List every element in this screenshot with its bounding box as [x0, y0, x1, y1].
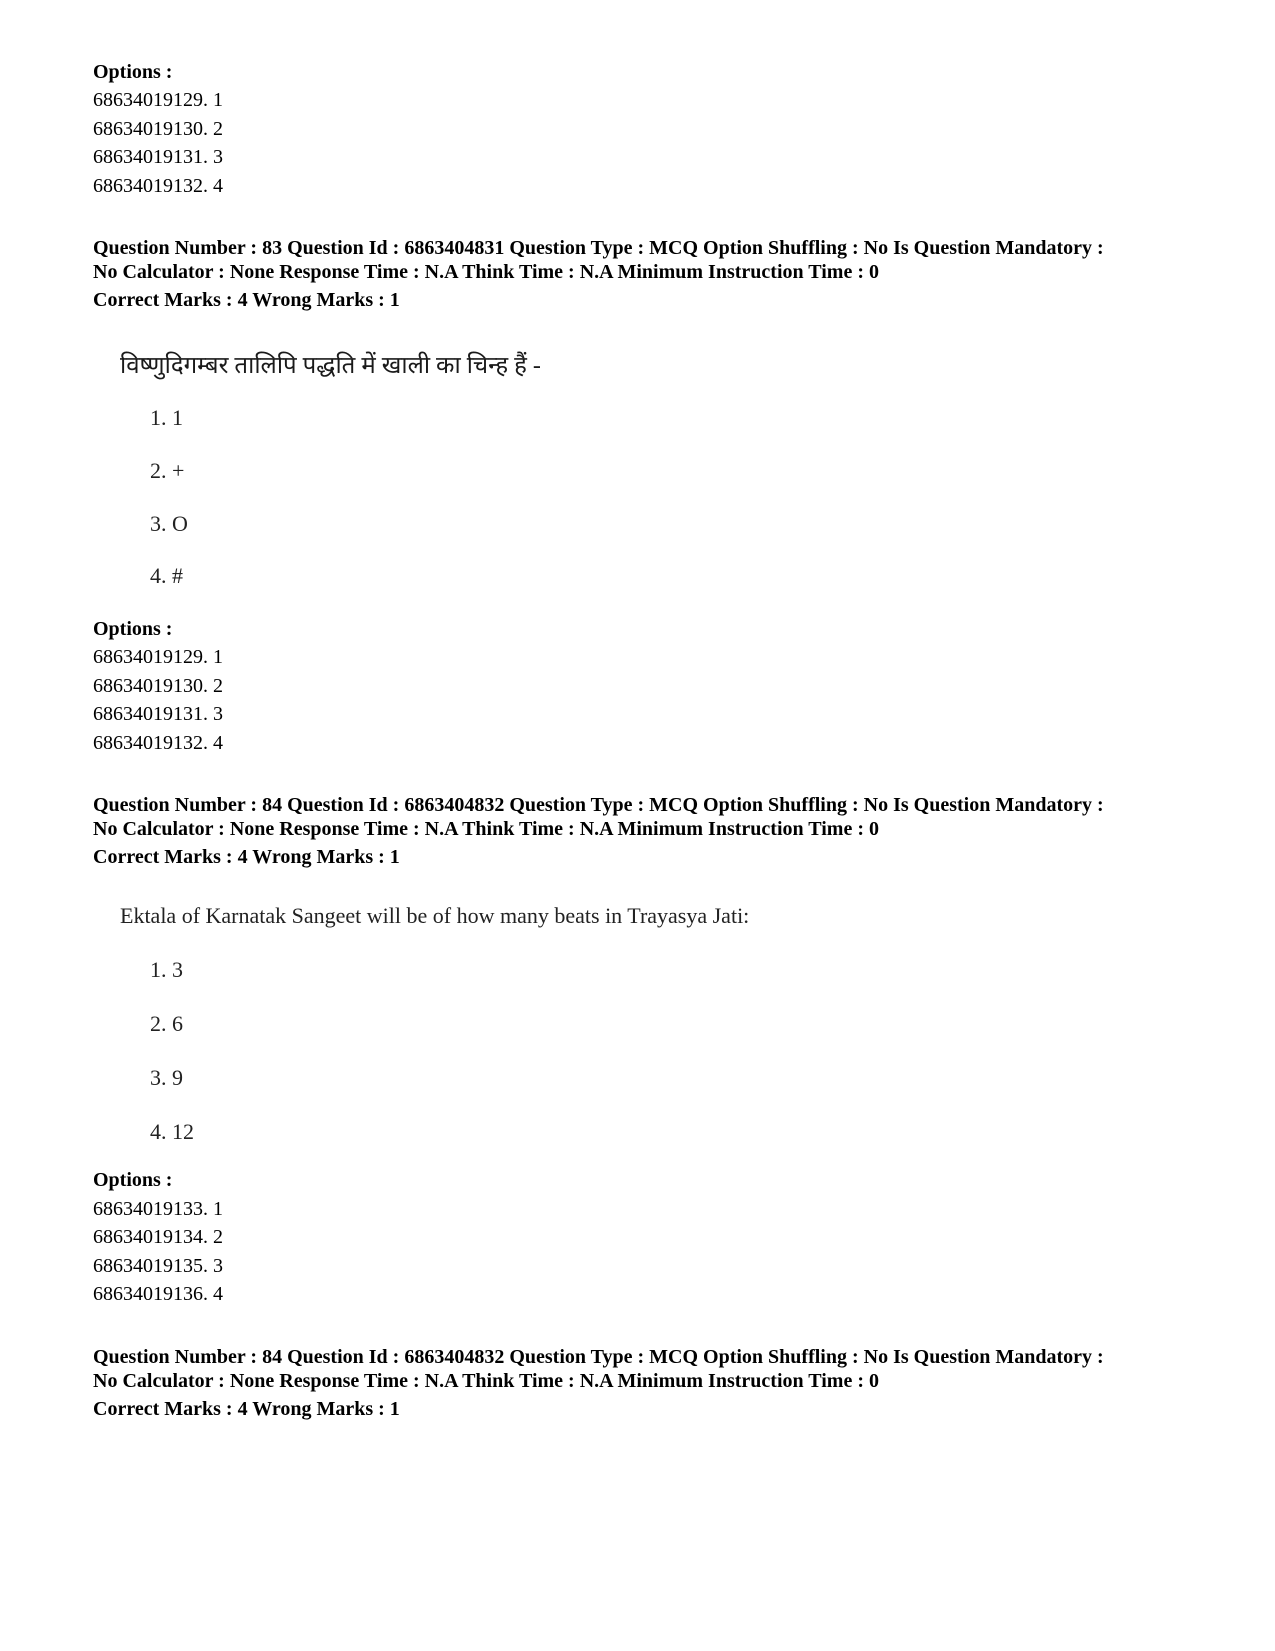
question-marks: Correct Marks : 4 Wrong Marks : 1: [93, 1398, 400, 1420]
question-meta-line: Question Number : 84 Question Id : 6863404832 Question Type : MCQ Option Shuffling : No Is Question Mandatory :: [93, 1346, 1104, 1368]
option-id: 68634019130. 2: [93, 675, 223, 697]
option-id: 68634019132. 4: [93, 732, 223, 754]
question-marks: Correct Marks : 4 Wrong Marks : 1: [93, 846, 400, 868]
question-meta-line: Question Number : 83 Question Id : 6863404831 Question Type : MCQ Option Shuffling : No Is Question Mandatory :: [93, 237, 1104, 259]
option-id: 68634019136. 4: [93, 1283, 223, 1305]
option-id: 68634019134. 2: [93, 1226, 223, 1248]
question-meta-line: No Calculator : None Response Time : N.A Think Time : N.A Minimum Instruction Time : 0: [93, 261, 879, 283]
options-label: Options :: [93, 1169, 173, 1191]
answer-choice: 4. #: [150, 563, 183, 588]
option-id: 68634019130. 2: [93, 118, 223, 140]
question-meta-line: No Calculator : None Response Time : N.A Think Time : N.A Minimum Instruction Time : 0: [93, 818, 879, 840]
option-id: 68634019133. 1: [93, 1198, 223, 1220]
answer-choice: 3. O: [150, 511, 188, 536]
question-text: विष्णुदिगम्बर तालिपि पद्धति में खाली का चिन्ह हैं -: [120, 353, 541, 379]
options-label: Options :: [93, 61, 173, 83]
options-label: Options :: [93, 618, 173, 640]
question-text: Ektala of Karnatak Sangeet will be of how many beats in Trayasya Jati:: [120, 903, 750, 928]
answer-choice: 1. 1: [150, 405, 183, 430]
option-id: 68634019132. 4: [93, 175, 223, 197]
question-marks: Correct Marks : 4 Wrong Marks : 1: [93, 289, 400, 311]
answer-choice: 2. 6: [150, 1011, 183, 1036]
answer-choice: 2. +: [150, 458, 185, 483]
answer-choice: 4. 12: [150, 1119, 194, 1144]
answer-choice: 1. 3: [150, 957, 183, 982]
question-meta-line: No Calculator : None Response Time : N.A Think Time : N.A Minimum Instruction Time : 0: [93, 1370, 879, 1392]
option-id: 68634019131. 3: [93, 703, 223, 725]
option-id: 68634019135. 3: [93, 1255, 223, 1277]
question-meta-83: [93, 236, 1203, 284]
question-meta-84: [93, 793, 1203, 841]
option-id: 68634019131. 3: [93, 146, 223, 168]
answer-choice: 3. 9: [150, 1065, 183, 1090]
question-meta-84-repeat: [93, 1345, 1203, 1393]
option-id: 68634019129. 1: [93, 89, 223, 111]
option-id: 68634019129. 1: [93, 646, 223, 668]
question-meta-line: Question Number : 84 Question Id : 6863404832 Question Type : MCQ Option Shuffling : No Is Question Mandatory :: [93, 794, 1104, 816]
